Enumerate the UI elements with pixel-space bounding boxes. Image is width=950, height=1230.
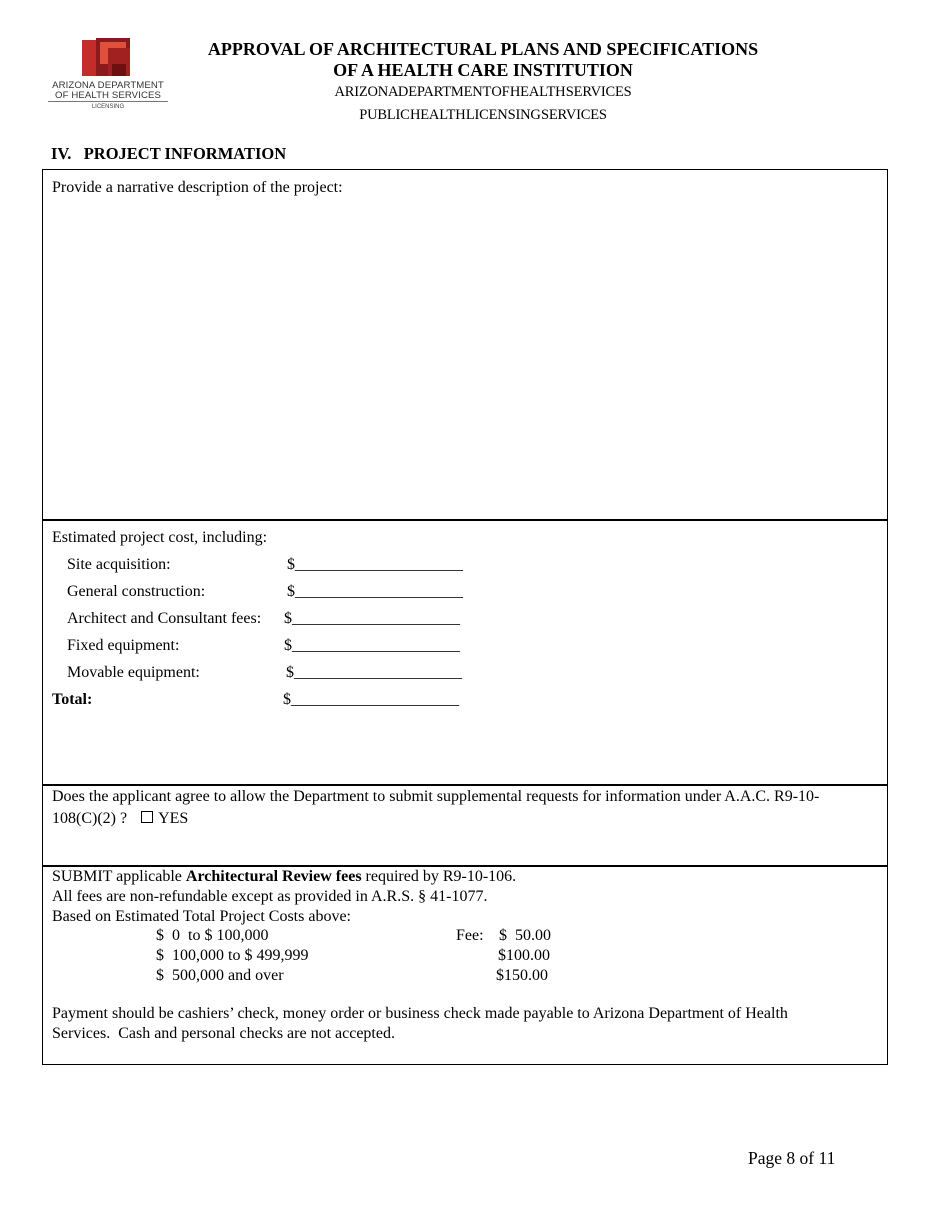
total-label: Total: [52, 691, 93, 708]
logo-line-2: OF HEALTH SERVICES [55, 90, 161, 101]
logo-line-3: LICENSING [91, 104, 125, 110]
fee-value-3: $150.00 [496, 967, 548, 984]
cost-heading: Estimated project cost, including: [52, 529, 268, 546]
section-title: IV. PROJECT INFORMATION [51, 144, 287, 163]
narrative-prompt: Provide a narrative description of the project: [52, 179, 343, 196]
submit-pre: SUBMIT applicable [52, 868, 186, 885]
architectural-review-fees: Architectural Review fees [185, 868, 362, 885]
fees-box [42, 865, 888, 1065]
title-line-1: APPROVAL OF ARCHITECTURAL PLANS AND SPECIFICATIONS [207, 39, 759, 59]
fee-range-3: $ 500,000 and over [156, 967, 284, 984]
refund-note: All fees are non-refundable except as provided in A.R.S. § 41-1077. [52, 888, 488, 905]
general-construction-label: General construction: [67, 583, 206, 600]
logo-line-1: ARIZONA DEPARTMENT [52, 80, 164, 91]
fee-basis: Based on Estimated Total Project Costs above: [52, 908, 351, 925]
cost-box [42, 519, 888, 786]
supplemental-question-line2: 108(C)(2) ? [52, 810, 128, 827]
payment-note-cont: Services. Cash and personal checks are not accepted. [52, 1025, 395, 1042]
logo-divider [48, 101, 168, 102]
document-title [178, 39, 788, 81]
fee-value-1: $ 50.00 [499, 927, 551, 944]
fee-range-1: $ 0 to $ 100,000 [156, 927, 269, 944]
narrative-box[interactable] [42, 169, 888, 521]
fee-label: Fee: [456, 927, 484, 944]
department-logo [46, 38, 170, 114]
architect-fees-label: Architect and Consultant fees: [67, 610, 262, 627]
fee-range-2: $ 100,000 to $ 499,999 [156, 947, 309, 964]
movable-equipment-label: Movable equipment: [67, 664, 200, 681]
yes-checkbox[interactable] [141, 811, 153, 823]
fee-value-2: $100.00 [498, 947, 550, 964]
supplemental-question: Does the applicant agree to allow the Department to submit supplemental requests for information under A.A.C. R9-10- [52, 788, 820, 805]
title-line-2: OF A HEALTH CARE INSTITUTION [333, 60, 633, 80]
department-name: ARIZONA DEPARTMENT OF HEALTH SERVICES [334, 84, 632, 100]
adhs-logo-mark [82, 38, 134, 76]
page-number: Page 8 of 11 [748, 1148, 836, 1168]
supplemental-question-cont [52, 810, 188, 828]
submit-fees-line [52, 868, 516, 886]
submit-post: required by R9-10-106. [361, 868, 517, 885]
architect-fees-field[interactable]: $_____________________ [284, 610, 460, 627]
fixed-equipment-label: Fixed equipment: [67, 637, 180, 654]
general-construction-field[interactable]: $_____________________ [287, 583, 463, 600]
yes-label: YES [158, 810, 189, 827]
total-field[interactable]: $_____________________ [283, 691, 459, 708]
division-name: PUBLIC HEALTH LICENSING SERVICES [359, 107, 607, 123]
payment-note: Payment should be cashiers’ check, money order or business check made payable to Arizona Department of Health [52, 1005, 788, 1022]
movable-equipment-field[interactable]: $_____________________ [286, 664, 462, 681]
fixed-equipment-field[interactable]: $_____________________ [284, 637, 460, 654]
site-acquisition-field[interactable]: $_____________________ [287, 556, 463, 573]
site-acquisition-label: Site acquisition: [67, 556, 171, 573]
supplemental-box [42, 784, 888, 867]
